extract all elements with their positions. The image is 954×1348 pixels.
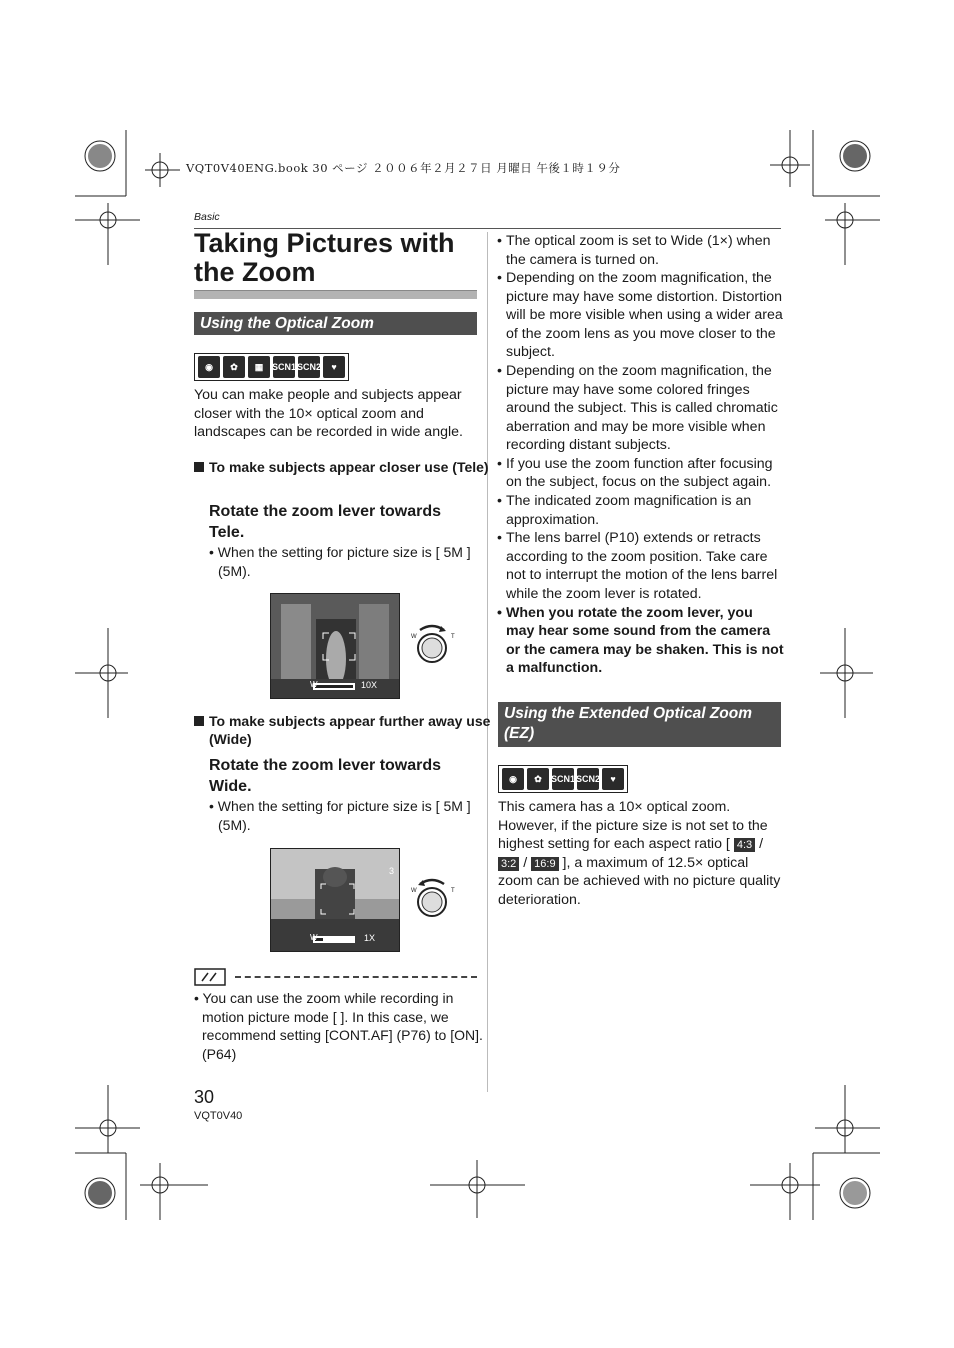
scn2-mode-icon: SCN2 <box>577 768 599 790</box>
extended-text-before: This camera has a 10× optical zoom. However, if the picture size is not set to the highest setting for each aspect ratio [ <box>498 799 768 852</box>
square-bullet-icon <box>194 462 204 472</box>
ratio-separator: / <box>759 836 764 852</box>
optical-intro: You can make people and subjects appear closer with the 10× optical zoom and landscapes can be recorded in wide angle. <box>194 387 463 440</box>
list-item: • If you use the zoom function after focusing on the subject, focus on the subject again. <box>497 455 784 492</box>
tele-lever-label-w: W <box>411 634 417 640</box>
macro-mode-icon: ✿ <box>527 768 549 790</box>
tele-scene-image <box>271 594 399 698</box>
heart-mode-icon: ♥ <box>323 356 345 378</box>
wide-lcd-preview <box>270 848 400 952</box>
heart-mode-icon: ♥ <box>602 768 624 790</box>
wide-size-note: • When the setting for picture size is [ 5M ] (5M). <box>209 798 471 833</box>
list-item: • Depending on the zoom magnification, the picture may have some colored fringes around the subject. This is called chromatic aberration and may be more visible when recording distant subjects. <box>497 362 784 455</box>
wide-size-note-text: When the setting for picture size is [ 5M ] (5M). <box>217 798 471 833</box>
extended-mode-icons <box>498 765 628 793</box>
title-line-1: Taking Pictures with <box>194 228 455 258</box>
zoom-lever-wide-icon <box>405 872 465 922</box>
memo-note: • You can use the zoom while recording in motion picture mode [ ]. In this case, we recommend setting [CONT.AF] (P76) to [ON]. (P64) <box>194 990 483 1062</box>
wide-instruction: Rotate the zoom lever towards Wide. <box>209 757 442 795</box>
wide-zoom-readout: 1X <box>364 933 376 943</box>
tele-zoom-bar-w: W <box>310 680 318 689</box>
registration-marks-bottom-left <box>70 1085 210 1225</box>
list-item-bold: • When you rotate the zoom lever, you may hear some sound from the camera or the camera may be shaken. This is not a malfunction. <box>497 604 784 678</box>
optical-zoom-heading: Using the Optical Zoom <box>194 312 477 335</box>
zoom-notes-list <box>497 232 784 678</box>
registration-marks-bottom-right <box>745 1085 885 1225</box>
zoom-lever-tele-icon <box>405 618 465 668</box>
title-line-2: the Zoom <box>194 257 316 287</box>
extended-zoom-text <box>498 798 782 909</box>
memo-note-icon <box>194 968 226 986</box>
scn2-mode-icon: SCN2 <box>298 356 320 378</box>
tele-size-note: • When the setting for picture size is [ 5M ] (5M). <box>209 544 471 579</box>
camera-mode-icon: ◉ <box>502 768 524 790</box>
wide-subheading-text: To make subjects appear further away use (Wide) <box>209 713 491 747</box>
list-item: • Depending on the zoom magnification, the picture may have some distortion. Distortion will be more visible when using a wider area of the zoom lens as you move closer to the subject. <box>497 269 784 362</box>
list-item: • The optical zoom is set to Wide (1×) when the camera is turned on. <box>497 232 784 269</box>
tele-zoom-readout: 10X <box>361 680 378 690</box>
extended-text-after: ], a maximum of 12.5× optical zoom can be achieved with no picture quality deterioration. <box>498 854 781 908</box>
tele-lcd-preview <box>270 593 400 699</box>
wide-zoom-bar-w: W <box>310 933 318 942</box>
wide-lever-label-w: W <box>411 888 417 894</box>
column-divider <box>487 232 488 1092</box>
registration-mark-mid-left <box>70 628 130 718</box>
registration-mark-mid-right <box>815 628 875 718</box>
tele-lever-label-t: T <box>451 634 455 640</box>
ratio-separator: / <box>523 854 528 871</box>
macro-mode-icon: ✿ <box>223 356 245 378</box>
square-bullet-icon <box>194 716 204 726</box>
print-header: VQT0V40ENG.book 30 ページ ２００６年２月２７日 月曜日 午後１時１９分 <box>186 161 621 175</box>
list-item: • The lens barrel (P10) extends or retracts according to the zoom position. Take care not to interrupt the motion of the lens barrel while the zoom lever is rotated. <box>497 529 784 603</box>
aspect-4-3-badge: 4:3 <box>734 838 755 852</box>
memo-divider <box>235 976 477 978</box>
tele-instruction: Rotate the zoom lever towards Tele. <box>209 503 442 541</box>
tele-subheading <box>194 458 494 476</box>
motion-picture-mode-icon: ▦ <box>248 356 270 378</box>
section-label: Basic <box>194 211 220 223</box>
model-code: VQT0V40 <box>194 1110 243 1122</box>
title-underline-bar <box>194 290 477 299</box>
wide-lever-label-t: T <box>451 888 455 894</box>
scn1-mode-icon: SCN1 <box>552 768 574 790</box>
registration-marks-top-left <box>70 125 190 275</box>
optical-mode-icons <box>194 353 349 381</box>
list-item: • The indicated zoom magnification is an approximation. <box>497 492 784 529</box>
wide-subheading <box>194 712 494 748</box>
wide-scene-image <box>271 849 399 951</box>
tele-size-note-text: When the setting for picture size is [ 5M ] (5M). <box>217 544 471 579</box>
page-number: 30 <box>194 1087 215 1107</box>
page-title <box>194 229 479 287</box>
scn1-mode-icon: SCN1 <box>273 356 295 378</box>
extended-zoom-heading: Using the Extended Optical Zoom (EZ) <box>498 702 781 747</box>
wide-frames-left: 3 <box>389 866 395 876</box>
camera-mode-icon: ◉ <box>198 356 220 378</box>
registration-mark-bottom-center <box>430 1160 525 1220</box>
aspect-16-9-badge: 16:9 <box>531 857 558 871</box>
tele-subheading-text: To make subjects appear closer use (Tele) <box>209 459 489 475</box>
memo-note-text: You can use the zoom while recording in motion picture mode [ ]. In this case, we recommend setting [CONT.AF] (P76) to [ON]. (P64) <box>202 990 483 1062</box>
aspect-3-2-badge: 3:2 <box>498 857 519 871</box>
